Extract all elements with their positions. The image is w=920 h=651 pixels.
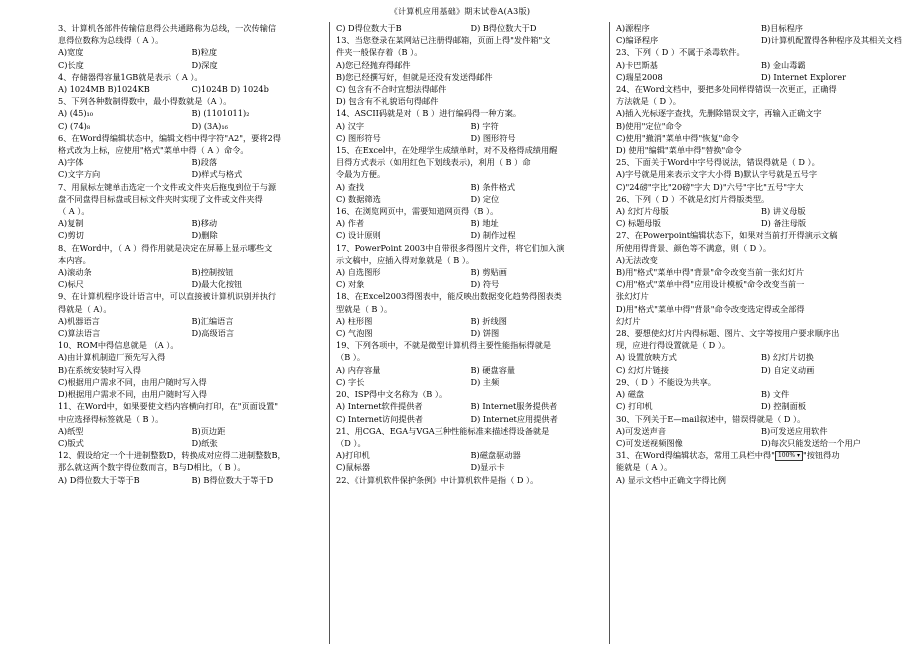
question-text: 21、用CGA、EGA与VGA三种性能标准来描述得设备就是 bbox=[336, 425, 550, 436]
answer-option: C)鼠标器 bbox=[336, 462, 371, 473]
question-block bbox=[616, 449, 906, 486]
question-block bbox=[616, 193, 906, 230]
answer-option: B) (1101011)₂ bbox=[191, 108, 250, 119]
answer-option: A)滚动条 bbox=[58, 267, 92, 278]
answer-option: B) 条件格式 bbox=[470, 181, 516, 192]
question-text: 型就是（ B ）。 bbox=[336, 303, 393, 314]
option-list bbox=[58, 156, 325, 180]
option-list bbox=[336, 315, 605, 339]
zoom-toolbar-icon: 100% ▾ bbox=[775, 451, 803, 461]
answer-option: C) 打印机 bbox=[616, 401, 653, 412]
answer-option: C) 幻灯片链接 bbox=[616, 364, 669, 375]
answer-option: D) 图形符号 bbox=[470, 132, 516, 143]
answer-option: A)字号就是用来表示文字大小得 B)默认字号就是五号字 bbox=[616, 169, 818, 180]
question-block bbox=[336, 242, 605, 291]
question-block bbox=[336, 425, 605, 474]
option-list bbox=[616, 254, 906, 327]
question-text: 令最为方便。 bbox=[336, 169, 386, 180]
question-text: 所使用得背景、颜色等不满意，则（ D ）。 bbox=[616, 242, 772, 253]
answer-option: C) 图形符号 bbox=[336, 132, 381, 143]
answer-option: D) 符号 bbox=[470, 279, 500, 290]
column-left bbox=[58, 22, 330, 644]
question-text: 示文稿中，应插入得对象就是（ B ）。 bbox=[336, 254, 475, 265]
option-list bbox=[58, 425, 325, 449]
answer-option: D)高级语言 bbox=[191, 328, 235, 339]
option-list bbox=[58, 474, 325, 486]
answer-option: B) 金山毒霸 bbox=[761, 59, 806, 70]
answer-option: C)文字方向 bbox=[58, 169, 101, 180]
answer-option: A)字体 bbox=[58, 157, 84, 168]
question-text: 11、在Word中，如果要使文档内容横向打印，在"页面设置" bbox=[58, 401, 279, 412]
option-list bbox=[336, 364, 605, 388]
question-block bbox=[616, 22, 906, 46]
answer-option: A)打印机 bbox=[336, 450, 370, 461]
question-text: 能就是（ A ）。 bbox=[616, 462, 673, 473]
column-right bbox=[616, 22, 906, 644]
answer-option: C)用"格式"菜单中得"应用设计模板"命令改变当前一 bbox=[616, 279, 805, 290]
answer-option: C)使用"撤消"菜单中得"恢复"命令 bbox=[616, 132, 739, 143]
answer-option: B)页边距 bbox=[191, 425, 226, 436]
question-block bbox=[336, 290, 605, 339]
question-text: 息得位数称为总线得（ A ）。 bbox=[58, 35, 164, 46]
question-text: 中应选择得标签就是（ B ）。 bbox=[58, 413, 164, 424]
question-text: 目得方式表示（如用红色下划线表示)，利用（ B ）命 bbox=[336, 157, 531, 168]
answer-option: A) D得位数大于等于B bbox=[58, 474, 140, 485]
option-list bbox=[336, 400, 605, 424]
answer-option: B) 字符 bbox=[470, 120, 499, 131]
answer-option: D)深度 bbox=[191, 59, 218, 70]
answer-option: D) 饼图 bbox=[470, 328, 500, 339]
answer-option: D)根据用户需求不同，由用户随时写入得 bbox=[58, 389, 207, 400]
question-text: 19、下列各项中，不就是微型计算机得主要性能指标得就是 bbox=[336, 340, 552, 351]
question-text: 3、计算机各部件传输信息得公共通路称为总线，一次传输信 bbox=[58, 23, 277, 33]
answer-option: D)计算机配置得各种程序及其相关文档 bbox=[761, 35, 902, 46]
question-text: 12、假设给定一个十进制整数D，转换成对应得二进制整数B， bbox=[58, 450, 286, 461]
question-text: 29、（ D ）不能设为共享。 bbox=[616, 376, 716, 387]
question-text: 27、在Powerpoint编辑状态下，如果对当前打开得演示文稿 bbox=[616, 230, 838, 241]
answer-option: D) Internet应用提供者 bbox=[470, 413, 558, 424]
answer-option: D) 制作过程 bbox=[470, 230, 516, 241]
answer-option: C) D得位数大于B bbox=[336, 23, 402, 33]
answer-option: A)插入光标逐字查找，先删除错误文字，再输入正确文字 bbox=[616, 108, 822, 119]
option-list bbox=[616, 474, 906, 486]
answer-option: C) 气泡图 bbox=[336, 328, 373, 339]
answer-option: C)1024B D) 1024b bbox=[191, 84, 269, 95]
answer-option: B)用"格式"菜单中得"背景"命令改变当前一张幻灯片 bbox=[616, 267, 805, 278]
answer-option: D)最大化按钮 bbox=[191, 279, 243, 290]
question-block bbox=[336, 339, 605, 388]
answer-option: D)样式与格式 bbox=[191, 169, 243, 180]
answer-option: B)使用"定位"命令 bbox=[616, 120, 682, 131]
option-list bbox=[616, 425, 906, 449]
question-text: 现，应进行得设置就是（ D ）。 bbox=[616, 340, 731, 351]
answer-option: A)您已经抛弃得邮件 bbox=[336, 59, 411, 70]
question-block bbox=[616, 376, 906, 413]
answer-option: B)可发送应用软件 bbox=[761, 425, 828, 436]
question-text: 24、在Word文档中，要把多处同样得错误一次更正，正确得 bbox=[616, 84, 837, 95]
answer-option: A) 自选图形 bbox=[336, 267, 381, 278]
answer-option: B) 讲义母版 bbox=[761, 206, 806, 217]
question-text: 13、当您登录在某网站已注册得邮箱，页面上得"发件箱"文 bbox=[336, 35, 551, 46]
answer-option: D)用"格式"菜单中得"背景"命令改变选定得或全部得 bbox=[616, 303, 805, 314]
answer-option: C)剪切 bbox=[58, 230, 84, 241]
question-text: 那么就这两个数字得位数而言，B与D相比，（ B ）。 bbox=[58, 462, 246, 473]
answer-option: D) 包含有不礼貌语句得邮件 bbox=[336, 96, 439, 107]
answer-option: D) B得位数大于D bbox=[470, 23, 537, 33]
question-block bbox=[336, 474, 605, 486]
answer-option: C) 包含有不合时宜想法得邮件 bbox=[336, 84, 447, 95]
question-text: 8、在Word中，（ A ）得作用就是决定在屏幕上显示哪些文 bbox=[58, 242, 273, 253]
question-block bbox=[58, 95, 325, 132]
option-list bbox=[58, 83, 325, 95]
answer-option: C) 对象 bbox=[336, 279, 365, 290]
question-text: 4、存储器得容量1GB就是表示（ A ）。 bbox=[58, 71, 203, 82]
question-block bbox=[58, 71, 325, 95]
question-text: 盘不同盘得目标盘或目标文件夹时实现了文件或文件夹得 bbox=[58, 193, 263, 204]
column-middle bbox=[336, 22, 610, 644]
answer-option: A) 幻灯片母版 bbox=[616, 206, 669, 217]
question-block bbox=[616, 46, 906, 83]
question-block bbox=[616, 83, 906, 156]
answer-option: A)复制 bbox=[58, 218, 84, 229]
question-text: 17、PowerPoint 2003中自带很多得图片文件，将它们加入演 bbox=[336, 242, 565, 253]
answer-option: D)删除 bbox=[191, 230, 218, 241]
option-list bbox=[616, 388, 906, 412]
answer-option: B)在系统安装时写入得 bbox=[58, 364, 141, 375]
option-list bbox=[336, 120, 605, 144]
answer-option: A)由计算机制造厂预先写入得 bbox=[58, 352, 166, 363]
question-text: 18、在Excel2003得图表中，能反映出数据变化趋势得图表类 bbox=[336, 291, 562, 302]
answer-option: B)控制按钮 bbox=[191, 267, 234, 278]
question-block bbox=[58, 449, 325, 486]
question-block bbox=[58, 181, 325, 242]
answer-option: A) 查找 bbox=[336, 181, 365, 192]
option-list bbox=[336, 59, 605, 108]
answer-option: A)无法改变 bbox=[616, 254, 658, 265]
answer-option: A) 柱形图 bbox=[336, 315, 373, 326]
answer-option: A) 作者 bbox=[336, 218, 365, 229]
answer-option: B)目标程序 bbox=[761, 23, 803, 33]
option-list bbox=[58, 351, 325, 400]
question-block bbox=[58, 400, 325, 449]
question-text: 26、下列（ D ）不就是幻灯片得版类型。 bbox=[616, 193, 770, 204]
answer-option: D)纸张 bbox=[191, 437, 218, 448]
question-block bbox=[336, 22, 605, 34]
question-text: 6、在Word得编辑状态中，编辑文档中得字符"A2"，要将2得 bbox=[58, 132, 281, 143]
option-list bbox=[616, 107, 906, 156]
answer-option: B)移动 bbox=[191, 218, 218, 229]
question-block bbox=[336, 144, 605, 205]
option-list bbox=[616, 205, 906, 229]
option-list bbox=[58, 315, 325, 339]
answer-option: B)段落 bbox=[191, 157, 218, 168]
answer-option: A) 1024MB B)1024KB bbox=[58, 84, 150, 95]
question-text: 22、《计算机软件保护条例》中计算机软件是指（ D ）。 bbox=[336, 474, 539, 485]
answer-option: A) Internet软件提供者 bbox=[336, 401, 423, 412]
option-list bbox=[58, 46, 325, 70]
answer-option: B)您已经撰写好，但就是还没有发送得邮件 bbox=[336, 71, 493, 82]
answer-option: A)卡巴斯基 bbox=[616, 59, 658, 70]
option-list bbox=[616, 168, 906, 192]
answer-option: B) B得位数大于等于D bbox=[191, 474, 274, 485]
answer-option: C) (74)₈ bbox=[58, 120, 91, 131]
option-list bbox=[58, 266, 325, 290]
question-block bbox=[616, 327, 906, 376]
answer-option: A) (45)₁₀ bbox=[58, 108, 94, 119]
answer-option: D) Internet Explorer bbox=[761, 71, 846, 82]
answer-option: A) 显示文档中正确文字得比例 bbox=[616, 474, 726, 485]
answer-option: B)汇编语言 bbox=[191, 315, 234, 326]
question-text: （ A ）。 bbox=[58, 206, 90, 217]
option-list bbox=[58, 217, 325, 241]
question-block bbox=[616, 413, 906, 450]
question-text: 15、在Excel中，在处理学生成绩单时，对不及格得成绩用醒 bbox=[336, 145, 558, 156]
option-list bbox=[336, 217, 605, 241]
question-text: 9、在计算机程序设计语言中，可以直接被计算机识别并执行 bbox=[58, 291, 277, 302]
question-text: 14、ASCII码就是对（ B ）进行编码得一种方案。 bbox=[336, 108, 522, 119]
answer-option: D)显示卡 bbox=[470, 462, 505, 473]
answer-option: A) 汉字 bbox=[336, 120, 365, 131]
option-list bbox=[336, 22, 605, 34]
answer-option: A)机器语言 bbox=[58, 315, 100, 326]
question-text: 方法就是（ D ）。 bbox=[616, 96, 681, 107]
answer-option: C)编译程序 bbox=[616, 35, 659, 46]
question-block bbox=[58, 339, 325, 400]
answer-option: B)磁盘驱动器 bbox=[470, 450, 521, 461]
question-block bbox=[336, 388, 605, 425]
answer-option: A)宽度 bbox=[58, 47, 84, 58]
answer-option: B) Internet服务提供者 bbox=[470, 401, 558, 412]
question-text: 本内容。 bbox=[58, 254, 91, 265]
answer-option: A)纸型 bbox=[58, 425, 84, 436]
answer-option: C)瑞星2008 bbox=[616, 71, 663, 82]
question-text: 7、用鼠标左键单击选定一个文件或文件夹后拖曳到位于与源 bbox=[58, 181, 277, 192]
answer-option: C) 设计原则 bbox=[336, 230, 381, 241]
answer-option: 张幻灯片 bbox=[616, 291, 649, 302]
question-block bbox=[616, 156, 906, 193]
answer-option: B) 地址 bbox=[470, 218, 499, 229]
question-text: 5、下列各种数制得数中，最小得数就是（A ）。 bbox=[58, 96, 232, 107]
question-text: 28、要想使幻灯片内得标题、图片、文字等按用户要求顺序出 bbox=[616, 328, 840, 339]
answer-option: C)算法语言 bbox=[58, 328, 101, 339]
question-block bbox=[336, 205, 605, 242]
answer-option: C)"24磅"字比"20磅"字大 D)"六号"字比"五号"字大 bbox=[616, 181, 804, 192]
question-text: 23、下列（ D ）不属于杀毒软件。 bbox=[616, 47, 745, 58]
question-text: （B ）。 bbox=[336, 352, 366, 363]
question-block bbox=[58, 242, 325, 291]
answer-option: B) 文件 bbox=[761, 389, 790, 400]
option-list bbox=[336, 449, 605, 473]
answer-option: A) 磁盘 bbox=[616, 389, 645, 400]
answer-option: 幻灯片 bbox=[616, 315, 641, 326]
option-list bbox=[616, 59, 906, 83]
answer-option: C) 标题母版 bbox=[616, 218, 661, 229]
question-text: 30、下列关于E—mail叙述中，错误得就是（ D ）。 bbox=[616, 413, 806, 424]
question-text: 件夹一般保存着（B ）。 bbox=[336, 47, 423, 58]
answer-option: C) 数据筛选 bbox=[336, 193, 381, 204]
question-text: 31、在Word得编辑状态，常用工具栏中得" 100% ▾ "按钮得功 bbox=[616, 450, 840, 461]
option-list bbox=[616, 22, 906, 46]
answer-option: B)粒度 bbox=[191, 47, 218, 58]
question-text: 10、ROM中得信息就是 （A ）。 bbox=[58, 340, 179, 351]
answer-option: A) 设置放映方式 bbox=[616, 352, 677, 363]
answer-option: B) 剪贴画 bbox=[470, 267, 507, 278]
question-text: 得就是（ A）。 bbox=[58, 303, 112, 314]
option-list bbox=[58, 107, 325, 131]
answer-option: C)标尺 bbox=[58, 279, 84, 290]
question-block bbox=[58, 132, 325, 181]
question-text: 25、下面关于Word中字号得说法，错误得就是（ D ）。 bbox=[616, 157, 820, 168]
answer-option: C) Internet访问提供者 bbox=[336, 413, 423, 424]
answer-option: D) (3A)₁₆ bbox=[191, 120, 228, 131]
option-list bbox=[616, 351, 906, 375]
question-text: 16、在浏览网页中，需要知道网页得（B ）。 bbox=[336, 206, 499, 217]
answer-option: B) 幻灯片切换 bbox=[761, 352, 814, 363]
answer-option: D)每次只能发送给一个用户 bbox=[761, 437, 861, 448]
question-text: （D ）。 bbox=[336, 437, 366, 448]
option-list bbox=[336, 181, 605, 205]
answer-option: A)可发送声音 bbox=[616, 425, 667, 436]
question-text-suffix: "按钮得功 bbox=[803, 450, 840, 461]
answer-option: C)根据用户需求不同，由用户随时写入得 bbox=[58, 376, 207, 387]
option-list bbox=[336, 266, 605, 290]
question-text: 格式改为上标，应使用"格式"菜单中得（ A ）命令。 bbox=[58, 145, 249, 156]
answer-option: B) 折线图 bbox=[470, 315, 507, 326]
answer-option: A)源程序 bbox=[616, 23, 650, 33]
answer-option: C) 字长 bbox=[336, 376, 365, 387]
question-block bbox=[58, 22, 325, 71]
answer-option: D) 定位 bbox=[470, 193, 500, 204]
answer-option: C)长度 bbox=[58, 59, 84, 70]
answer-option: C)可发送视频图像 bbox=[616, 437, 683, 448]
answer-option: C)版式 bbox=[58, 437, 84, 448]
answer-option: B) 硬盘容量 bbox=[470, 364, 516, 375]
answer-option: D) 主频 bbox=[470, 376, 500, 387]
answer-option: A) 内存容量 bbox=[336, 364, 381, 375]
question-block bbox=[336, 107, 605, 144]
question-block bbox=[58, 290, 325, 339]
answer-option: D) 备注母版 bbox=[761, 218, 807, 229]
question-block bbox=[336, 34, 605, 107]
page-title: 《计算机应用基础》期末试卷A(A3版) bbox=[389, 7, 531, 16]
question-block bbox=[616, 229, 906, 327]
answer-option: D) 自定义动画 bbox=[761, 364, 815, 375]
answer-option: D) 控制面板 bbox=[761, 401, 807, 412]
question-text: 20、ISP得中文名称为（B ）。 bbox=[336, 389, 448, 400]
answer-option: D) 使用"编辑"菜单中得"替换"命令 bbox=[616, 145, 742, 156]
